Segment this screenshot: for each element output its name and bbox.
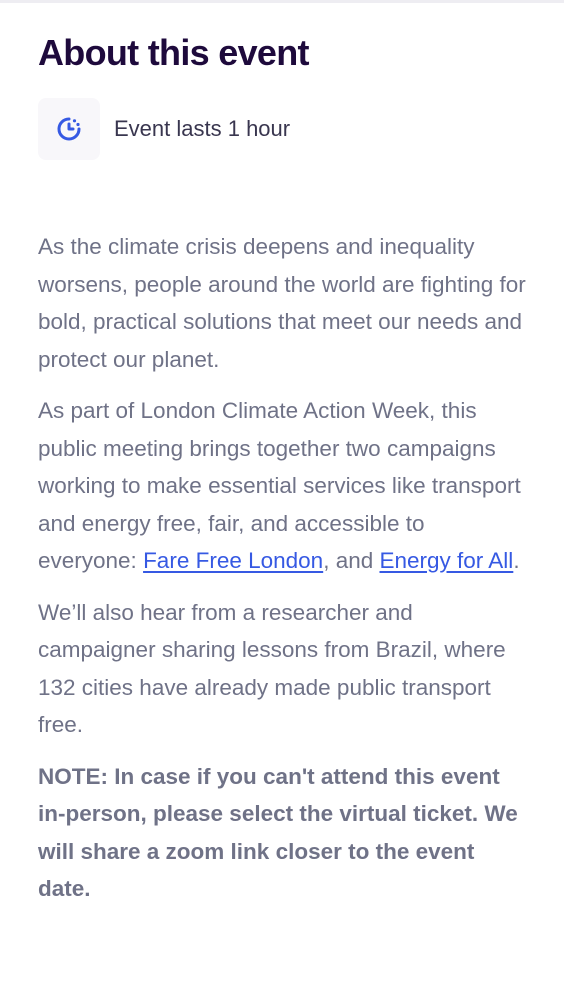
clock-icon <box>54 114 84 144</box>
duration-icon-container <box>38 98 100 160</box>
event-duration <box>38 98 526 160</box>
top-divider <box>0 0 564 3</box>
event-description <box>38 228 526 908</box>
description-paragraph-3: We’ll also hear from a researcher and campaigner sharing lessons from Brazil, where 132 cities have already made public transport free. <box>38 599 506 737</box>
about-event-section <box>38 30 526 908</box>
fare-free-london-link[interactable]: Fare Free London <box>143 548 324 573</box>
description-paragraph-2 <box>38 392 526 580</box>
duration-text: Event lasts 1 hour <box>114 116 291 141</box>
virtual-ticket-note: NOTE: In case if you can't attend this event in-person, please select the virtual ticket. We will share a zoom link closer to the event date. <box>38 763 518 901</box>
section-title: About this event <box>38 32 309 73</box>
paragraph-2-joiner: , and <box>323 548 380 573</box>
energy-for-all-link[interactable]: Energy for All <box>379 548 514 573</box>
paragraph-2-lead: As part of London Climate Action Week, this public meeting brings together two campaigns working to make essential services like transport and energy free, fair, and accessible to everyone: <box>38 398 521 573</box>
description-paragraph-1: As the climate crisis deepens and inequality worsens, people around the world are fighting for bold, practical solutions that meet our needs and protect our planet. <box>38 234 526 372</box>
paragraph-2-end: . <box>513 548 520 573</box>
